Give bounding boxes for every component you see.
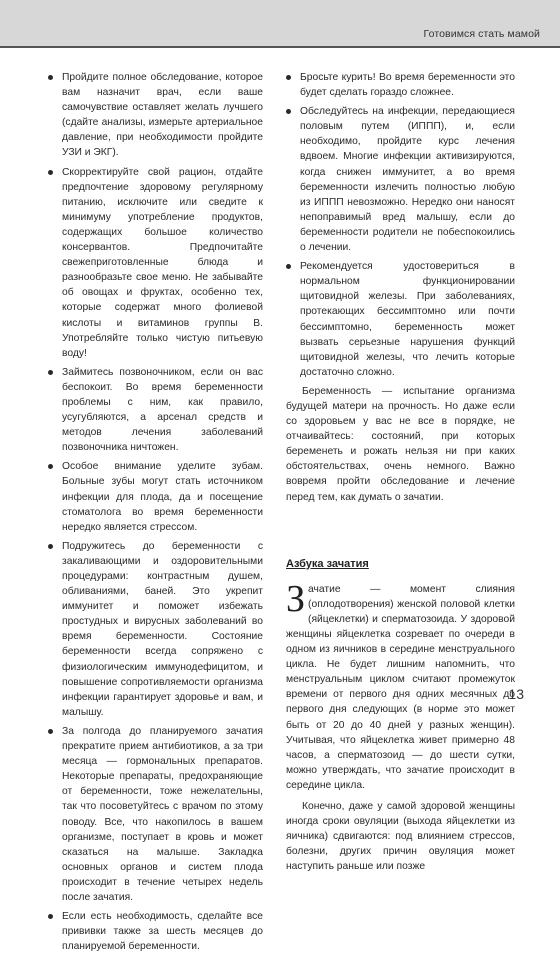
list-item: Бросьте курить! Во время беременности это будет сделать гораздо сложнее. bbox=[286, 70, 515, 100]
list-item: Пройдите полное обследование, которое вам назначит врач, если ваше самочувствие оставляет желать лучшего (сдайте анализы, измерьте артериальное давление, при необходимости пройдите УЗИ и ЭКГ). bbox=[48, 70, 263, 161]
page-number: 13 bbox=[508, 686, 524, 702]
list-item: Подружитесь до беременности с закаливающими и оздоровительными процедурами: контрастным душем, обливаниями, баней. Это укрепит иммунитет и поможет избежать простудных и вирусных заболеваний во время беременности. Состояние беременности всегда сопряжено с физиологическим иммунодефицитом, и повышение сопротивляемости организма инфекции гарантирует здоровье и вам, и малышу. bbox=[48, 539, 263, 720]
dropcap-paragraph-text: ачатие — момент слияния (оплодотворения) женской половой клетки (яйцеклетки) и сперматозоида. У здоровой женщины яйцеклетка созревает по очереди в одном из яичников в середине менструального цикла. Не будет лишним напомнить, что менструальным циклом считают промежуток времени от первого дня одних месячных до первого дня следующих (в норме это может быть от 20 до 40 дней у разных женщин). Учитывая, что яйцеклетка живет примерно 48 часов, а сперматозоид — до шести сутки, можно утверждать, что зачатие происходит в середине цикла. bbox=[286, 583, 515, 791]
list-item: Рекомендуется удостовериться в нормальном функционировании щитовидной железы. При заболеваниях, протекающих бессимптомно или почти бессимптомно, беременность может вызвать серьезные нарушения функций щитовидной железы, что лечить которые достаточно сложно. bbox=[286, 259, 515, 380]
list-item: Обследуйтесь на инфекции, передающиеся половым путем (ИППП), и, если необходимо, пройдите курс лечения вдвоем. Многие инфекции активизируются, когда снижен иммунитет, а во время беременности излечить полностью любую из ИППП невозможно. Нередко они наносят непоправимый вред малышу, если до беременности родители не побеспокоились о лечении. bbox=[286, 104, 515, 255]
list-item: За полгода до планируемого зачатия прекратите прием антибиотиков, а за три месяца — гормональных препаратов. Некоторые препараты, предохраняющие от беременности, тоже нежелательны, так что посоветуйтесь с врачом по этому поводу. Все, что накопилось в вашем организме, поступает в кровь и может сказаться на малыше. Закладка основных органов и систем плода происходит в течение четырех недель после зачатия. bbox=[48, 724, 263, 905]
section-heading: Азбука зачатия bbox=[286, 557, 369, 570]
list-item: Займитесь позвоночником, если он вас беспокоит. Во время беременности проблемы с ним, как правило, усугубляются, а арсенал средств и методов лечения заболеваний позвоночника ничтожен. bbox=[48, 365, 263, 456]
advice-list-left bbox=[48, 70, 263, 954]
left-column bbox=[48, 70, 263, 958]
body-paragraph-dropcap bbox=[286, 577, 515, 793]
body-paragraph: Конечно, даже у самой здоровой женщины иногда сроки овуляции (выхода яйцеклетки из яичника) сдвигаются: под влиянием стрессов, болезни, других причин овуляция может наступить раньше или позже bbox=[286, 801, 515, 873]
list-item: Скорректируйте свой рацион, отдайте предпочтение здоровому регулярному питанию, исключите или сведите к минимуму употребление продуктов, содержащих большое количество консервантов. Предпочитайте свежеприготовленные блюда и разнообразьте свое меню. Не забывайте об овощах и фруктах, особенно тех, которые содержат много фолиевой кислоты и витаминов группы В. Употребляйте только чистую питьевую воду! bbox=[48, 165, 263, 361]
advice-list-right bbox=[286, 70, 515, 380]
list-item: Особое внимание уделите зубам. Больные зубы могут стать источником инфекции для плода, да и посещение стоматолога во время беременности нередко является стрессом. bbox=[48, 459, 263, 534]
header-rule bbox=[0, 46, 560, 48]
right-column bbox=[286, 70, 515, 881]
drop-cap-letter: З bbox=[286, 577, 306, 620]
running-header-title: Готовимся стать мамой bbox=[423, 28, 540, 40]
list-item: Если есть необходимость, сделайте все прививки также за шесть месяцев до планируемой беременности. bbox=[48, 909, 263, 954]
body-paragraph: Беременность — испытание организма будущей матери на прочность. Но даже если со здоровьем у вас не все в порядке, не отчаивайтесь: состояний, при которых беременеть и рожать нельзя ни при каких обстоятельствах, очень немного. Важно вовремя пройти обследование и лечение перед тем, как думать о зачатии. bbox=[286, 385, 515, 503]
